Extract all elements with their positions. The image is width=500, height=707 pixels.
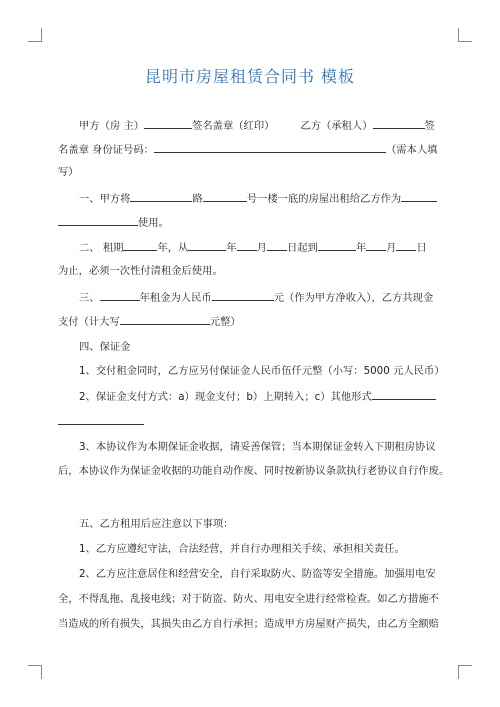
section-4-item-2-cont: [58, 414, 448, 429]
tenant-name-blank[interactable]: [373, 118, 425, 129]
section-4-heading: 四、保证金: [79, 341, 131, 353]
section-5-item-2-line-2: 全，不得乱拖、乱接电线；对于防盗、防火、用电安全进行经常检查。如乙方措施不: [58, 593, 439, 605]
party-line-2: 名盖章 身份证号码： （需本人填: [58, 144, 438, 156]
crop-mark-top-right: [458, 28, 472, 42]
other-method-blank[interactable]: [372, 389, 436, 400]
end-day-blank[interactable]: [396, 240, 416, 251]
start-day-blank[interactable]: [267, 240, 287, 251]
usage-blank-cont[interactable]: [58, 215, 138, 226]
clause-1-line-2: 使用。: [58, 215, 448, 230]
section-5-item-2-line-1: 2、乙方应注意居住和经营安全，自行采取防火、防盗等安全措施。加强用电安: [79, 568, 436, 580]
section-4-item-2: 2、保证金支付方式：a）现金支付；b）上期转入；c）其他形式: [58, 389, 448, 404]
section-4-item-3-line-1: 3、本协议作为本期保证金收据，请妥善保管；当本期保证金转入下期租房协议: [79, 441, 436, 453]
section-4-item-1: 1、交付租金同时，乙方应另付保证金人民币伍仟元整（小写：5000 元人民币）: [79, 365, 445, 377]
clause-3-line-1: 三、 年租金为人民币 元（作为甲方净收入），乙方共现金: [79, 292, 434, 304]
road-name-blank[interactable]: [130, 191, 192, 202]
rent-year-blank[interactable]: [100, 290, 140, 301]
rent-amount-blank[interactable]: [212, 290, 274, 301]
document-title: 昆明市房屋租赁合同书 模板: [144, 67, 356, 86]
clause-3-line-2: 支付（计大写 元整）: [58, 316, 241, 328]
start-month-blank[interactable]: [237, 240, 257, 251]
clause-2-line-2: 为止，必须一次性付清租金后使用。: [58, 265, 223, 277]
party-line-1: 甲方（房 主） 签名盖章（红印） 乙方（承租人） 签: [79, 120, 435, 132]
section-5-heading: 五、乙方租用后应注意以下事项：: [79, 518, 234, 530]
party-line-3: 写）: [58, 166, 79, 178]
clause-1-line-1: 一、甲方将 路 号一楼一底的房屋出租给乙方作为: [58, 191, 448, 206]
amount-in-words-blank[interactable]: [120, 314, 210, 325]
id-number-blank[interactable]: [154, 142, 386, 153]
crop-mark-top-left: [28, 28, 42, 42]
landlord-name-blank[interactable]: [144, 118, 192, 129]
other-method-blank-cont[interactable]: [58, 414, 144, 425]
clause-2-line-1: 二、 租期 年，从 年 月 日起到 年 月 日: [79, 242, 427, 254]
crop-mark-bottom-left: [28, 665, 42, 679]
end-month-blank[interactable]: [366, 240, 386, 251]
crop-mark-bottom-right: [458, 665, 472, 679]
usage-blank[interactable]: [401, 191, 437, 202]
section-4-item-3-line-2: 后，本协议作为保证金收据的功能自动作废、同时按新协议条款执行老协议自行作废。: [58, 465, 450, 477]
start-year-blank[interactable]: [188, 240, 226, 251]
section-5-item-2-line-3: 当造成的所有损失，其损失由乙方自行承担；造成甲方房屋财产损失，由乙方全额赔: [58, 618, 439, 630]
term-years-blank[interactable]: [123, 240, 157, 251]
section-5-item-1: 1、乙方应遵纪守法，合法经营，并自行办理相关手续、承担相关责任。: [79, 543, 405, 555]
end-year-blank[interactable]: [318, 240, 356, 251]
house-number-blank[interactable]: [203, 191, 247, 202]
